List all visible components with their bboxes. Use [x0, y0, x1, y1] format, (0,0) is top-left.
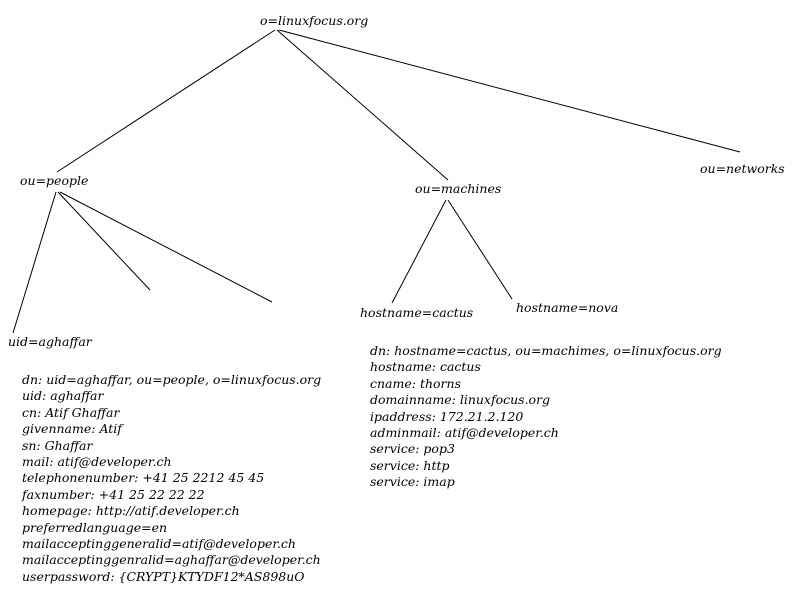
attribute-line: service: http: [370, 457, 450, 473]
node-branch-networks: ou=networks: [700, 161, 785, 176]
attribute-line: preferredlanguage=en: [22, 519, 168, 535]
attribute-line: cn: Atif Ghaffar: [22, 404, 120, 420]
machine-cactus-attributes: [370, 343, 722, 491]
edge-people-branch-mid: [58, 192, 150, 290]
edge-people-to-uid: [13, 192, 56, 333]
attribute-line: givenname: Atif: [22, 421, 122, 437]
attribute-line: ipaddress: 172.21.2.120: [370, 408, 524, 424]
edge-machines-to-cactus: [392, 200, 446, 303]
attribute-line: service: imap: [370, 474, 455, 490]
node-leaf-cactus: hostname=cactus: [360, 305, 474, 320]
attribute-line: mail: atif@developer.ch: [22, 454, 172, 470]
attribute-line: hostname: cactus: [370, 359, 481, 375]
attribute-line: cname: thorns: [370, 375, 461, 391]
attribute-line: domainname: linuxfocus.org: [370, 392, 551, 408]
attribute-line: service: pop3: [370, 441, 455, 457]
attribute-line: uid: aghaffar: [22, 388, 104, 404]
attribute-line: adminmail: atif@developer.ch: [370, 425, 559, 441]
edge-root-to-people: [57, 30, 275, 172]
attribute-line: userpassword: {CRYPT}KTYDF12*AS898uO: [22, 568, 305, 584]
attribute-line: mailacceptinggeneralid=atif@developer.ch: [22, 536, 296, 552]
attribute-line: homepage: http://atif.developer.ch: [22, 503, 240, 519]
attribute-line: telephonenumber: +41 25 2212 45 45: [22, 470, 265, 486]
edge-root-to-networks: [279, 30, 740, 152]
edge-machines-to-nova: [448, 200, 512, 299]
node-branch-machines: ou=machines: [415, 181, 502, 196]
node-branch-people: ou=people: [20, 173, 89, 188]
attribute-line: mailacceptinggenralid=aghaffar@developer.ch: [22, 552, 321, 568]
attribute-line: sn: Ghaffar: [22, 437, 93, 453]
node-leaf-nova: hostname=nova: [516, 300, 619, 315]
attribute-line: dn: hostname=cactus, ou=machimes, o=linuxfocus.org: [370, 343, 722, 358]
attribute-line: faxnumber: +41 25 22 22 22: [22, 486, 205, 502]
person-aghaffar-attributes: [22, 372, 321, 585]
node-leaf-aghaffar: uid=aghaffar: [8, 334, 92, 349]
edge-people-branch-right: [60, 192, 272, 302]
node-root-root: o=linuxfocus.org: [260, 13, 369, 28]
attribute-line: dn: uid=aghaffar, ou=people, o=linuxfocus.org: [22, 372, 322, 387]
